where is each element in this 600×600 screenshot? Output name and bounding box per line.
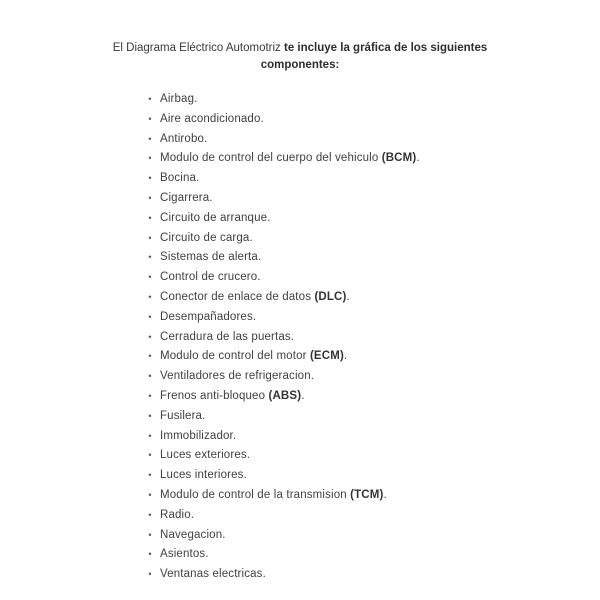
list-item-abbreviation: (ABS)	[268, 389, 302, 402]
bullet-icon: •	[148, 212, 152, 223]
list-item	[145, 130, 420, 150]
list-item	[145, 407, 420, 427]
list-item-text: Modulo de control del cuerpo del vehiculo	[160, 152, 382, 165]
bullet-icon: •	[148, 529, 152, 540]
list-item-text: Modulo de control de la transmision	[160, 488, 351, 501]
list-item	[145, 268, 420, 288]
list-item-text: Frenos anti-bloqueo	[160, 389, 269, 402]
bullet-icon: •	[148, 331, 152, 342]
list-item	[145, 169, 420, 189]
bullet-icon: •	[148, 291, 152, 302]
list-item	[145, 565, 420, 585]
list-item-text: Conector de enlace de datos	[160, 290, 315, 303]
bullet-icon: •	[148, 311, 152, 322]
list-item-text: Ventanas electricas.	[160, 568, 266, 581]
bullet-icon: •	[148, 569, 152, 580]
intro-line-1	[0, 40, 600, 57]
bullet-icon: •	[148, 450, 152, 461]
bullet-icon: •	[148, 509, 152, 520]
list-item-text: Luces interiores.	[160, 469, 247, 482]
bullet-icon: •	[148, 133, 152, 144]
list-item	[145, 486, 420, 506]
bullet-icon: •	[148, 549, 152, 560]
bullet-icon: •	[148, 252, 152, 263]
list-item-text: Immobilizador.	[160, 429, 237, 442]
list-item	[145, 149, 420, 169]
list-item	[145, 189, 420, 209]
list-item-suffix: .	[383, 488, 387, 501]
list-item-abbreviation: (BCM)	[381, 152, 417, 165]
list-item	[145, 248, 420, 268]
list-item-text: Modulo de control del motor	[160, 350, 310, 363]
intro-text-normal: El Diagrama Eléctrico Automotriz	[112, 42, 285, 54]
list-item-text: Cigarrera.	[160, 191, 213, 204]
bullet-icon: •	[148, 94, 152, 104]
list-item-text: Airbag.	[160, 93, 198, 105]
list-item	[145, 367, 420, 387]
list-item-text: Luces exteriores.	[160, 449, 251, 462]
list-item	[145, 328, 420, 348]
component-list	[145, 90, 420, 585]
intro-line-2: componentes:	[260, 59, 340, 71]
bullet-icon: •	[148, 113, 152, 124]
list-item	[145, 90, 420, 110]
bullet-icon: •	[148, 390, 152, 401]
bullet-icon: •	[148, 153, 152, 164]
list-item-text: Fusilera.	[160, 409, 206, 422]
bullet-icon: •	[148, 470, 152, 481]
bullet-icon: •	[148, 430, 152, 441]
list-item	[145, 446, 420, 466]
list-item	[145, 288, 420, 308]
bullet-icon: •	[148, 489, 152, 500]
list-item	[145, 110, 420, 130]
list-item-text: Desempañadores.	[160, 310, 257, 323]
list-item-text: Ventiladores de refrigeracion.	[160, 370, 315, 383]
list-item	[145, 466, 420, 486]
list-item-suffix: .	[416, 152, 420, 165]
bullet-icon: •	[148, 173, 152, 184]
list-item	[145, 308, 420, 328]
list-item-text: Asientos.	[160, 548, 209, 561]
list-item	[145, 526, 420, 546]
bullet-icon: •	[148, 272, 152, 283]
list-item	[145, 427, 420, 447]
list-item	[145, 347, 420, 367]
intro-paragraph	[0, 40, 600, 74]
list-item-text: Aire acondicionado.	[160, 112, 264, 125]
list-item	[145, 545, 420, 565]
list-item-text: Radio.	[160, 508, 195, 521]
list-item-suffix: .	[346, 290, 350, 303]
list-item-text: Circuito de arranque.	[160, 211, 271, 224]
list-item-abbreviation: (TCM)	[350, 488, 384, 501]
list-item-text: Antirobo.	[160, 132, 208, 145]
list-item-text: Cerradura de las puertas.	[160, 330, 295, 343]
list-item	[145, 209, 420, 229]
list-item-abbreviation: (DLC)	[314, 290, 347, 303]
bullet-icon: •	[148, 410, 152, 421]
bullet-icon: •	[148, 192, 152, 203]
list-item-text: Control de crucero.	[160, 271, 261, 284]
list-item-abbreviation: (ECM)	[309, 350, 344, 363]
bullet-icon: •	[148, 351, 152, 362]
bullet-icon: •	[148, 232, 152, 243]
list-item-text: Navegacion.	[160, 528, 226, 541]
list-item-suffix: .	[343, 350, 348, 363]
list-item-text: Sistemas de alerta.	[160, 251, 262, 264]
list-item-text: Bocina.	[160, 172, 200, 185]
list-item-suffix: .	[301, 389, 305, 402]
list-item-text: Circuito de carga.	[160, 231, 253, 244]
intro-text-bold: te incluye la gráfica de los siguientes	[284, 42, 488, 54]
list-item	[145, 229, 420, 249]
list-item	[145, 387, 420, 407]
bullet-icon: •	[148, 371, 152, 382]
list-item	[145, 506, 420, 526]
